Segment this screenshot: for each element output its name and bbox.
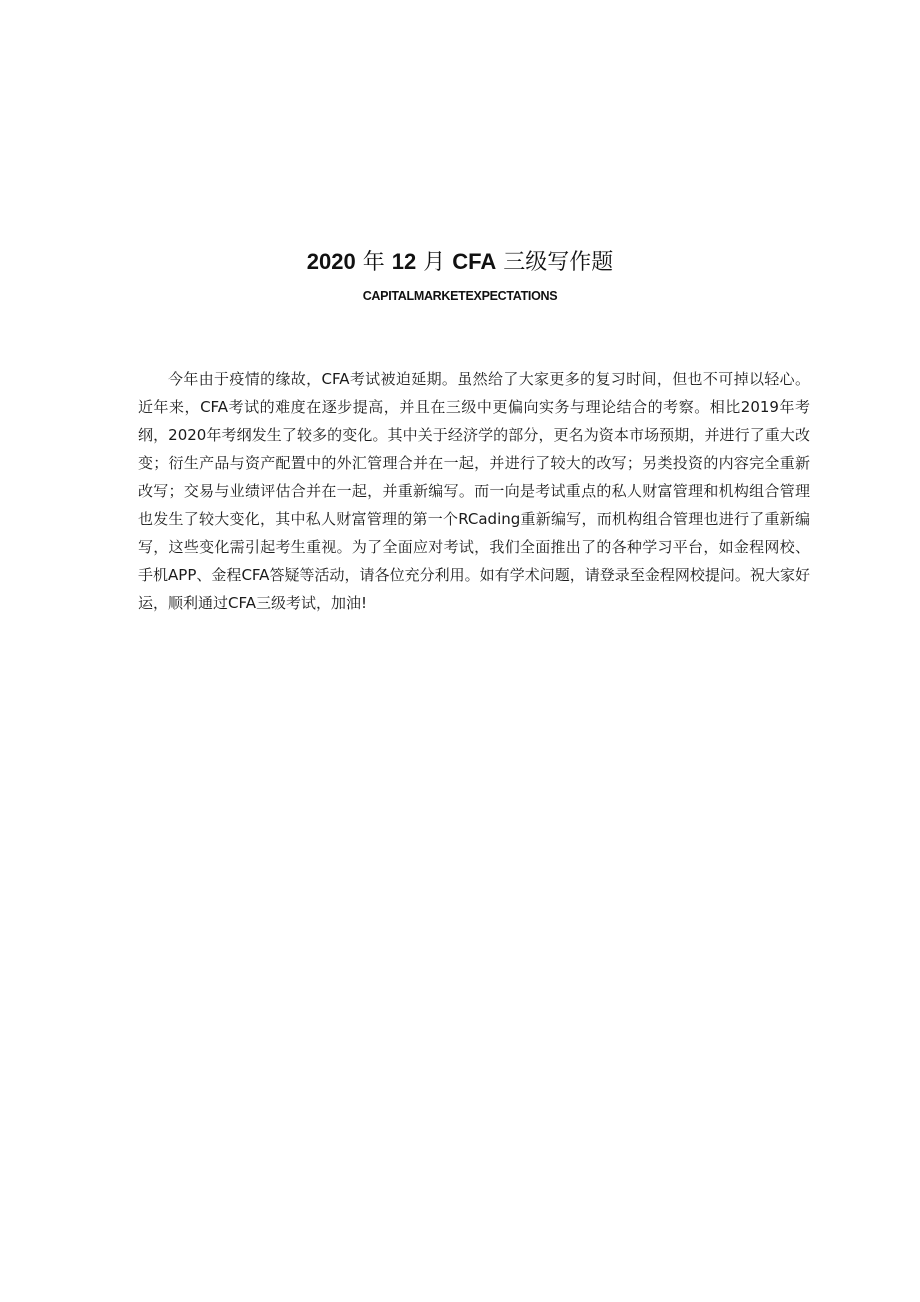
document-subtitle: CAPITALMARKETEXPECTATIONS: [362, 289, 558, 303]
title-cfa: CFA: [452, 249, 497, 274]
title-year-char: 年: [362, 250, 385, 275]
title-level: 三级写作题: [503, 250, 614, 275]
title-month: 12: [391, 249, 417, 274]
title-year: 2020: [306, 249, 356, 274]
document-title: [0, 246, 920, 279]
intro-paragraph: 今年由于疫情的缘故，CFA考试被迫延期。虽然给了大家更多的复习时间，但也不可掉以轻心。近年来，CFA考试的难度在逐步提高，并且在三级中更偏向实务与理论结合的考察。相比2019年考纲，2020年考纲发生了较多的变化。其中关于经济学的部分，更名为资本市场预期，并进行了重大改变；衍生产品与资产配置中的外汇管理合并在一起，并进行了较大的改写；另类投资的内容完全重新改写；交易与业绩评估合并在一起，并重新编写。而一向是考试重点的私人财富管理和机构组合管理也发生了较大变化，其中私人财富管理的第一个RCading重新编写，而机构组合管理也进行了重新编写，这些变化需引起考生重视。为了全面应对考试，我们全面推出了的各种学习平台，如金程网校、手机APP、金程CFA答疑等活动，请各位充分利用。如有学术问题，请登录至金程网校提问。祝大家好运，顺利通过CFA三级考试，加油!: [138, 370, 810, 612]
title-month-char: 月: [423, 250, 446, 275]
